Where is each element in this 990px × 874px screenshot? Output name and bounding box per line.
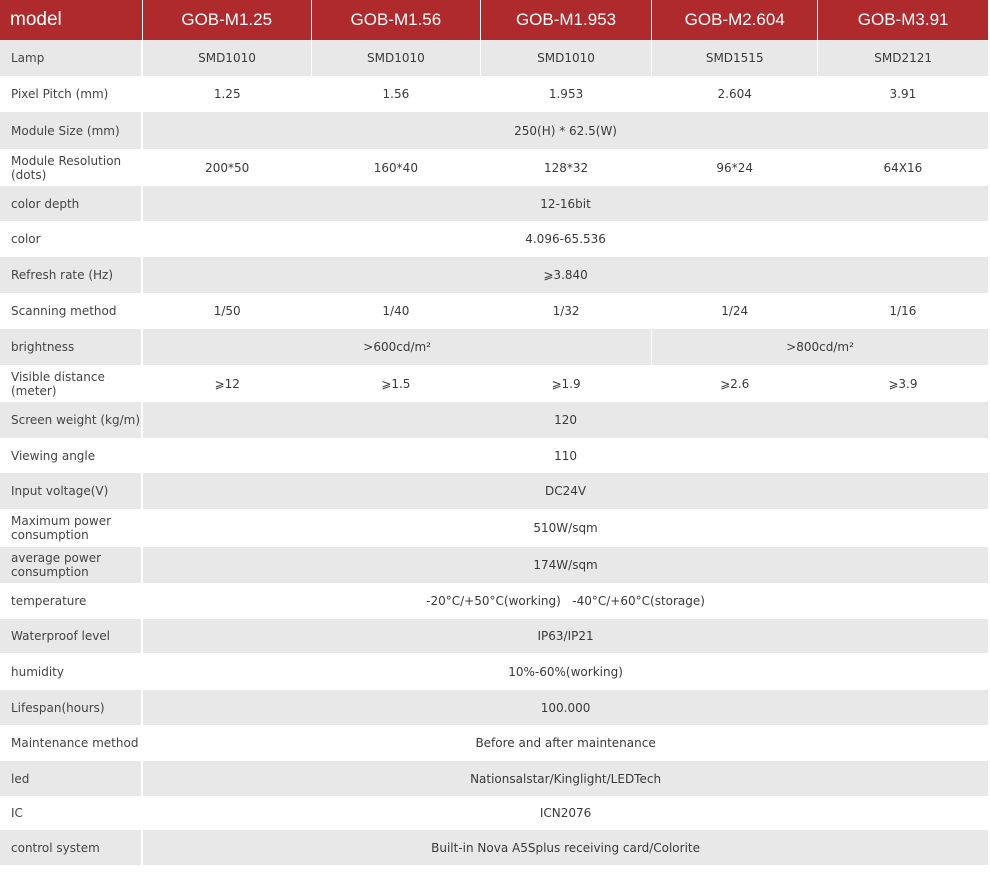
cell-value: 96*24 — [652, 149, 818, 186]
row-label: color — [0, 221, 142, 257]
row-avg-power — [0, 547, 988, 583]
row-label: Maintenance method — [0, 725, 142, 761]
cell-value: Before and after maintenance — [142, 725, 988, 761]
cell-value: 1.953 — [480, 76, 651, 112]
cell-value: Built-in Nova A5Splus receiving card/Colorite — [142, 830, 988, 865]
header-row — [0, 0, 988, 40]
cell-value: 1.56 — [311, 76, 480, 112]
cell-value: 1/24 — [652, 293, 818, 329]
header-model-3: GOB-M1.953 — [480, 0, 651, 40]
cell-value: 4.096-65.536 — [142, 221, 988, 257]
row-color-depth — [0, 186, 988, 221]
cell-value: 12-16bit — [142, 186, 988, 221]
row-module-size — [0, 112, 988, 149]
row-temperature — [0, 583, 988, 619]
row-lifespan — [0, 690, 988, 725]
row-label: led — [0, 761, 142, 796]
cell-value: ⩾3.840 — [142, 257, 988, 293]
row-label: Input voltage(V) — [0, 473, 142, 509]
row-input-voltage — [0, 473, 988, 509]
cell-value: 200*50 — [142, 149, 311, 186]
row-label: average power consumption — [0, 547, 142, 583]
row-ic — [0, 796, 988, 830]
row-label: Scanning method — [0, 293, 142, 329]
cell-value: 110 — [142, 438, 988, 473]
row-label: Module Size (mm) — [0, 112, 142, 149]
row-label: humidity — [0, 653, 142, 690]
row-label: Lifespan(hours) — [0, 690, 142, 725]
row-waterproof — [0, 619, 988, 653]
row-label: Viewing angle — [0, 438, 142, 473]
row-label: temperature — [0, 583, 142, 619]
header-model-2: GOB-M1.56 — [311, 0, 480, 40]
cell-value: SMD1515 — [652, 40, 818, 76]
row-label: control system — [0, 830, 142, 865]
cell-value: ⩾1.9 — [480, 365, 651, 402]
row-screen-weight — [0, 402, 988, 438]
row-module-resolution — [0, 149, 988, 186]
cell-value: SMD1010 — [480, 40, 651, 76]
cell-value: IP63/IP21 — [142, 619, 988, 653]
row-label: Visible distance (meter) — [0, 365, 142, 402]
row-scanning — [0, 293, 988, 329]
row-label: Screen weight (kg/m) — [0, 402, 142, 438]
cell-value: 250(H) * 62.5(W) — [142, 112, 988, 149]
cell-value: 1/40 — [311, 293, 480, 329]
cell-value: 120 — [142, 402, 988, 438]
row-label: IC — [0, 796, 142, 830]
cell-value: -20°C/+50°C(working) -40°C/+60°C(storage) — [142, 583, 988, 619]
row-label: Waterproof level — [0, 619, 142, 653]
row-maintenance — [0, 725, 988, 761]
row-led — [0, 761, 988, 796]
cell-value: 1/32 — [480, 293, 651, 329]
cell-value: DC24V — [142, 473, 988, 509]
cell-value: 2.604 — [652, 76, 818, 112]
header-model-4: GOB-M2.604 — [652, 0, 818, 40]
row-lamp — [0, 40, 988, 76]
cell-value: 1/16 — [818, 293, 988, 329]
cell-value: SMD1010 — [142, 40, 311, 76]
cell-value: SMD2121 — [818, 40, 988, 76]
row-label: color depth — [0, 186, 142, 221]
cell-value: >800cd/m² — [652, 329, 988, 365]
row-control-system — [0, 830, 988, 865]
cell-value: 128*32 — [480, 149, 651, 186]
cell-value: 64X16 — [818, 149, 988, 186]
cell-value: ICN2076 — [142, 796, 988, 830]
header-model-label: model — [0, 0, 142, 40]
cell-value: 510W/sqm — [142, 509, 988, 547]
cell-value: 3.91 — [818, 76, 988, 112]
cell-value: 10%-60%(working) — [142, 653, 988, 690]
cell-value: ⩾12 — [142, 365, 311, 402]
row-refresh-rate — [0, 257, 988, 293]
cell-value: 1/50 — [142, 293, 311, 329]
row-max-power — [0, 509, 988, 547]
cell-value: 160*40 — [311, 149, 480, 186]
row-color — [0, 221, 988, 257]
cell-value: 1.25 — [142, 76, 311, 112]
cell-value: Nationsalstar/Kinglight/LEDTech — [142, 761, 988, 796]
cell-value: ⩾3.9 — [818, 365, 988, 402]
cell-value: SMD1010 — [311, 40, 480, 76]
row-label: Lamp — [0, 40, 142, 76]
row-visible-distance — [0, 365, 988, 402]
row-brightness — [0, 329, 988, 365]
row-label: brightness — [0, 329, 142, 365]
row-humidity — [0, 653, 988, 690]
cell-value: 174W/sqm — [142, 547, 988, 583]
row-label: Module Resolution (dots) — [0, 149, 142, 186]
cell-value: 100.000 — [142, 690, 988, 725]
cell-value: ⩾1.5 — [311, 365, 480, 402]
header-model-1: GOB-M1.25 — [142, 0, 311, 40]
row-label: Maximum power consumption — [0, 509, 142, 547]
cell-value: ⩾2.6 — [652, 365, 818, 402]
row-pitch — [0, 76, 988, 112]
row-label: Pixel Pitch (mm) — [0, 76, 142, 112]
cell-value: >600cd/m² — [142, 329, 651, 365]
header-model-5: GOB-M3.91 — [818, 0, 988, 40]
row-label: Refresh rate (Hz) — [0, 257, 142, 293]
row-viewing-angle — [0, 438, 988, 473]
